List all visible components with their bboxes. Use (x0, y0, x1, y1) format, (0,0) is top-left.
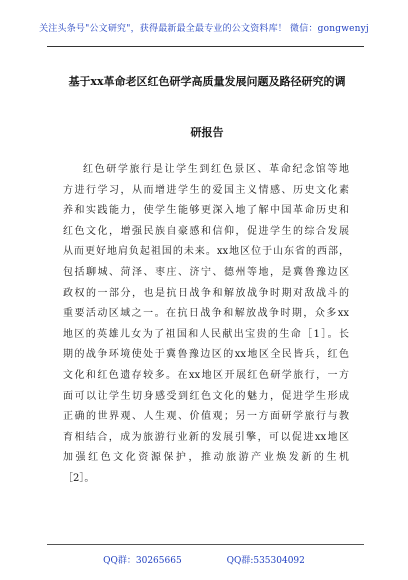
body-line: 重要活动区域之一。在抗日战争和解放战争时期，众多xx (63, 308, 349, 320)
document-body (63, 160, 349, 490)
footer-qq-group-2: QQ群:535304092 (226, 556, 305, 566)
body-line: 期的战争环境使处于冀鲁豫边区的xx地区全民皆兵，红色 (63, 349, 349, 361)
header-divider (47, 46, 364, 47)
body-line: 养和实践能力，使学生能够更深入地了解中国革命历史和 (63, 205, 349, 217)
footer (0, 553, 408, 566)
body-line: ［2］。 (63, 472, 95, 484)
body-line: 红色研学旅行是让学生到红色景区、革命纪念馆等地 (83, 164, 349, 175)
document-title-line-2: 研报告 (190, 126, 224, 139)
footer-divider (47, 544, 364, 545)
header-note: 关注头条号"公文研究"，获得最新最全最专业的公文资料库！ 微信：gongwenyj (39, 24, 369, 34)
body-line: 育相结合，成为旅游行业新的发展引擎，可以促进xx地区 (63, 431, 349, 443)
body-line: 包括聊城、菏泽、枣庄、济宁、德州等地，是冀鲁豫边区 (63, 266, 349, 278)
body-line: 文化和红色遗存较多。在xx地区开展红色研学旅行，一方 (63, 369, 349, 381)
body-line: 方进行学习，从而增进学生的爱国主义情感、历史文化素 (63, 184, 349, 196)
footer-qq-group-1: QQ群：30265665 (103, 556, 182, 566)
body-line: 面可以让学生切身感受到红色文化的魅力，促进学生形成 (63, 390, 349, 402)
body-line: 红色文化，增强民族自豪感和信仰，促进学生的综合发展 (63, 225, 349, 237)
body-line: 政权的一部分，也是抗日战争和解放战争时期对敌战斗的 (63, 287, 349, 299)
body-line: 从而更好地肩负起祖国的未来。xx地区位于山东省的西部， (63, 246, 349, 258)
body-line: 加强红色文化资源保护，推动旅游产业焕发新的生机 (63, 452, 349, 464)
body-line: 正确的世界观、人生观、价值观；另一方面研学旅行与教 (63, 411, 349, 423)
body-line: 地区的英雄儿女为了祖国和人民献出宝贵的生命［1］。长 (63, 328, 349, 340)
document-title-line-1: 基于xx革命老区红色研学高质量发展问题及路径研究的调 (68, 75, 346, 88)
